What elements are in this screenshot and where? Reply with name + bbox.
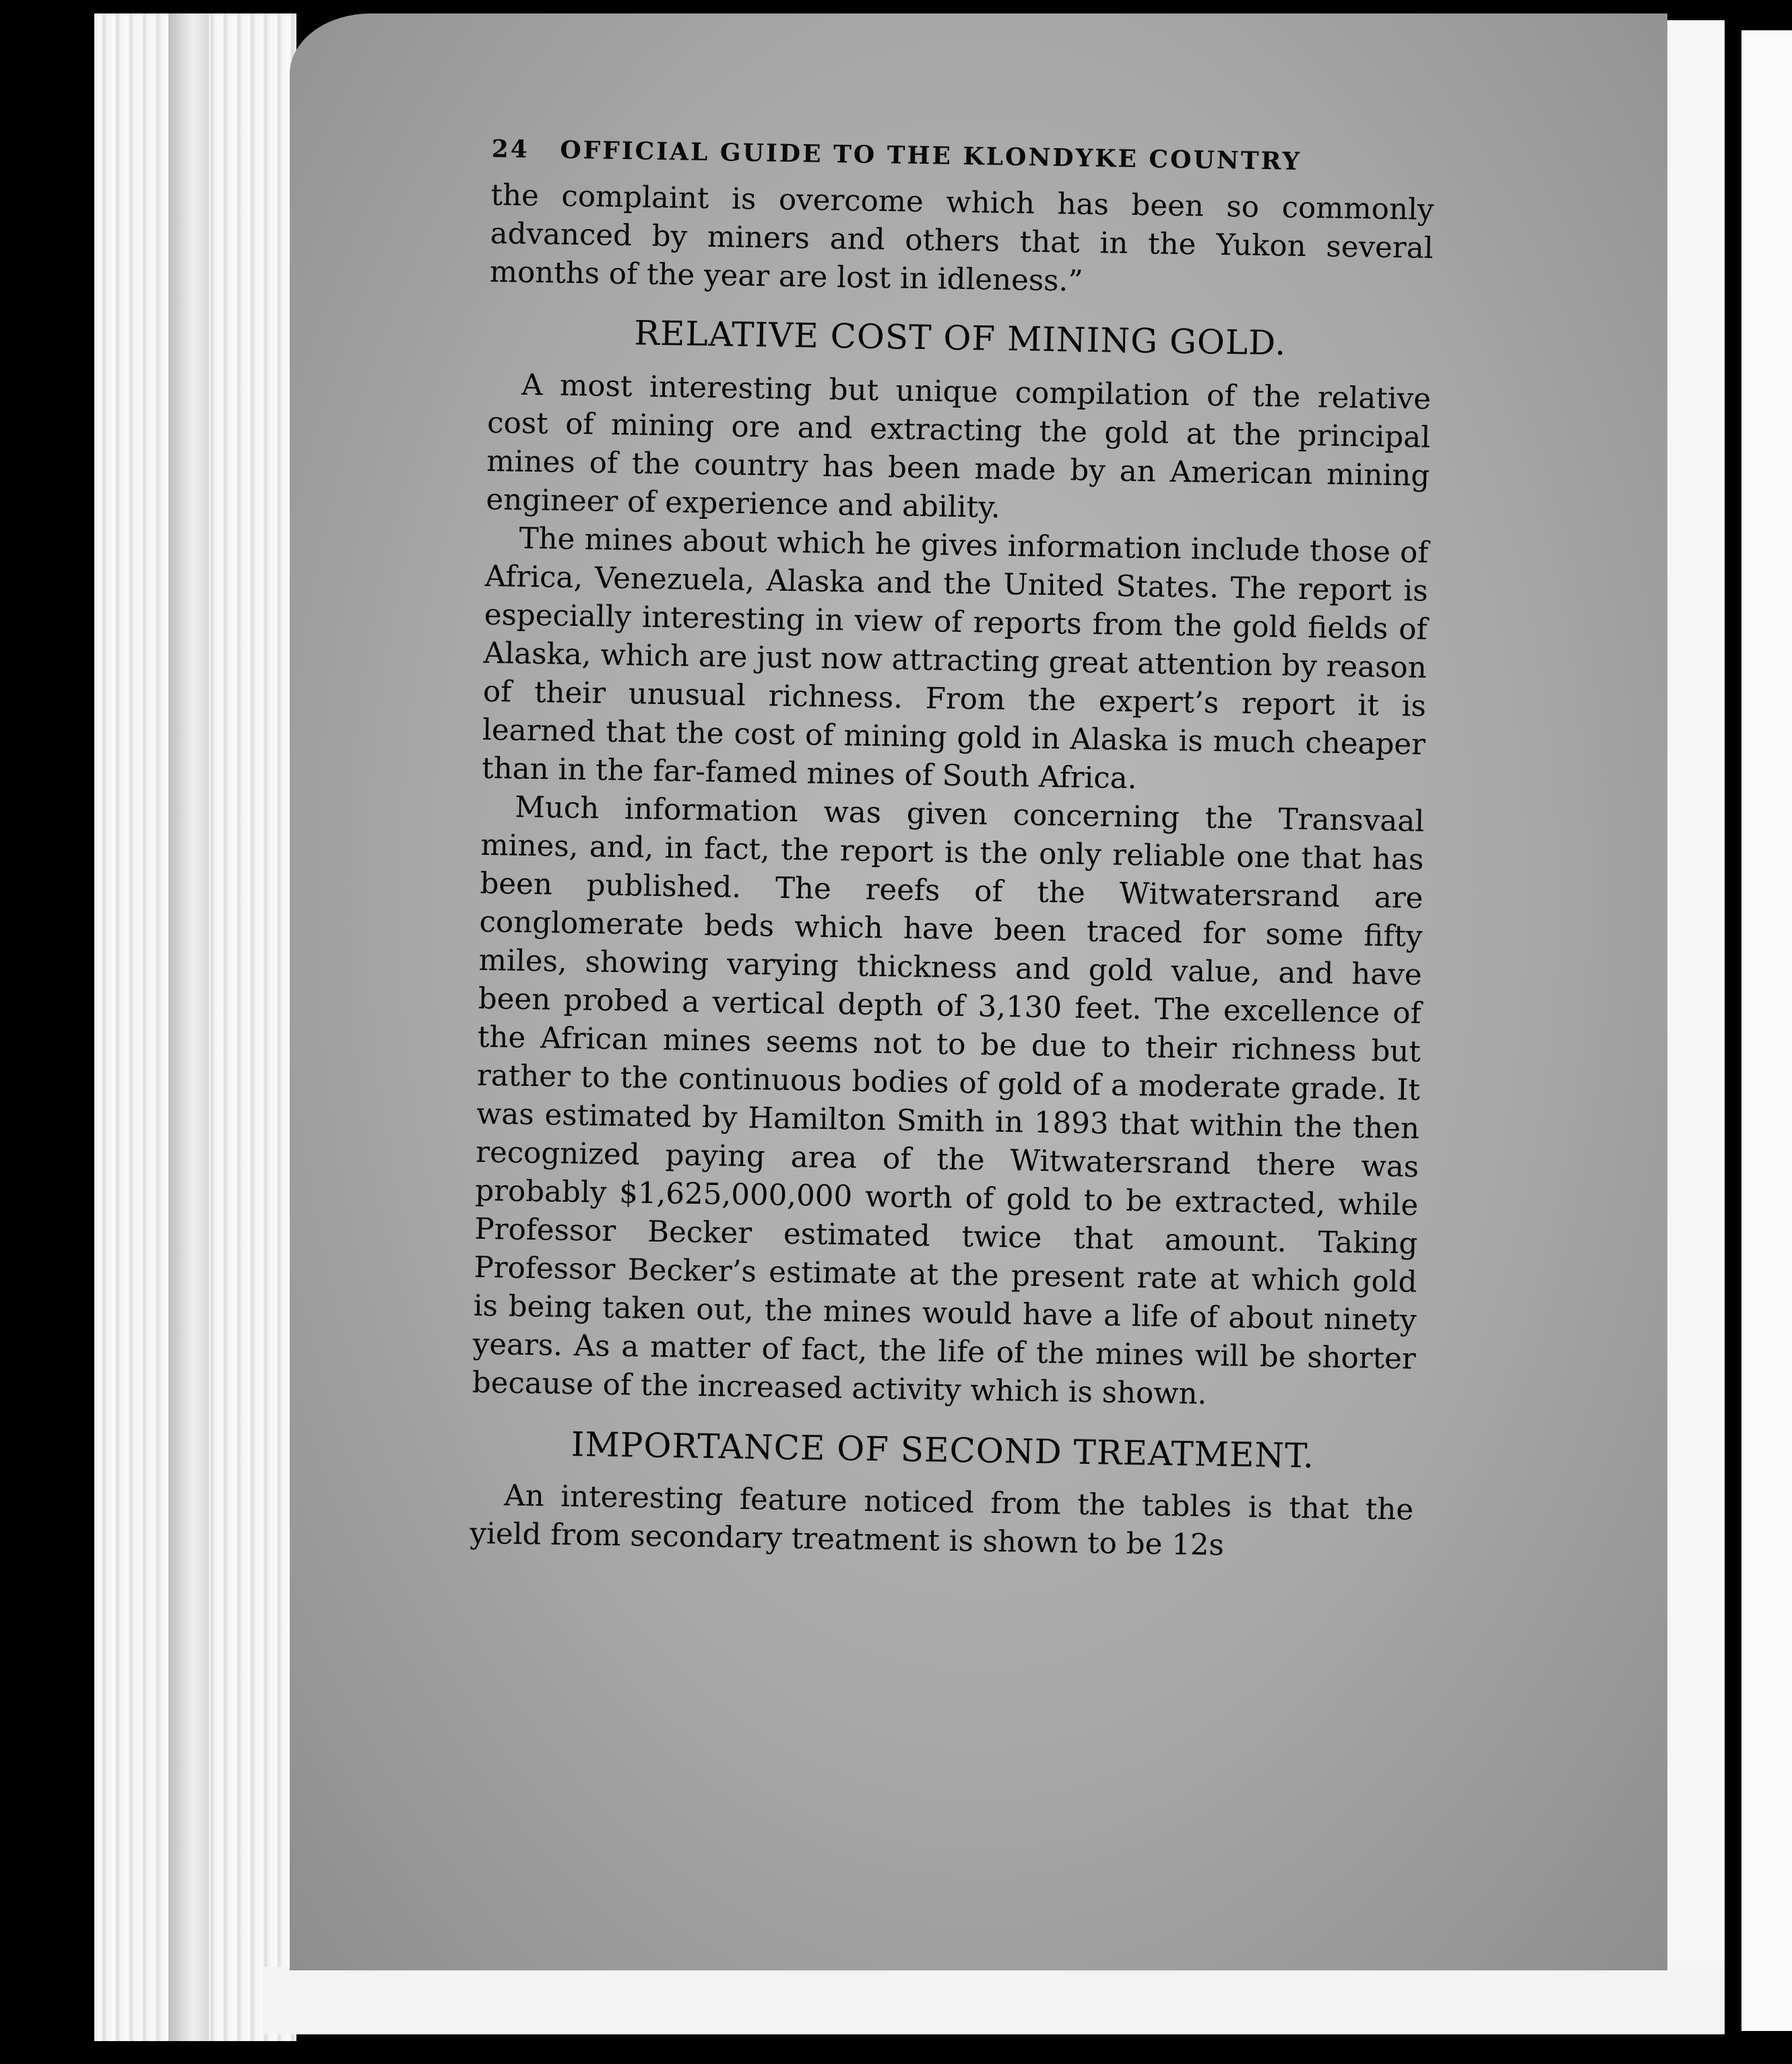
paragraph: An interesting feature noticed from the tables is that the yield from secondary treatment is shown to be 12s (469, 1479, 1414, 1563)
paragraph: Much information was given concerning the Transvaal mines, and, in fact, the report is the only reliable one that has been published. The reefs of the Witwatersrand are conglomerate beds which have been traced for some fifty miles, showing varying thickness and gold value, and have been probed a vertical depth of 3,130 feet. The excellence of the African mines seems not to be due to their richness but rather to the continuous bodies of gold of a moderate grade. It was estimated by Hamilton Smith in 1893 that within the then recognized paying area of the Witwatersrand there was probably $1,625,000,000 worth of gold to be extracted, while Professor Becker estimated twice that amount. Taking Professor Becker’s estimate at the present rate at which gold is being taken out, the mines would have a life of about ninety years. As a matter of fact, the life of the mines will be shorter because of the increased activity which is shown. (472, 790, 1425, 1411)
paragraph: The mines about which he gives information include those of Africa, Venezuela, Alaska and the United States. The report is especially interesting in view of reports from the gold fields of Alaska, which are just now attracting great attention by reason of their unusual richness. From the expert’s report it is learned that the cost of mining gold in Alaska is much cheaper than in the far-famed mines of South Africa. (481, 521, 1429, 796)
running-head (491, 135, 1434, 178)
page-stack-shadow (168, 13, 209, 2041)
running-head-title: OFFICIAL GUIDE TO THE KLONDYKE COUNTRY (559, 135, 1302, 176)
paragraph: A most interesting but unique compilation of the relative cost of mining ore and extracting the gold at the principal mines of the country has been made by an American mining engineer of experience and ability. (486, 368, 1432, 525)
page-bottom-margin (263, 1967, 1725, 2034)
next-page-edge (1741, 30, 1792, 2031)
page-content (470, 135, 1435, 1568)
section-heading-relative-cost: RELATIVE COST OF MINING GOLD. (633, 313, 1287, 363)
page-number: 24 (491, 135, 530, 164)
paragraph-continued: the complaint is overcome which has been so commonly advanced by miners and others that in the Yukon several months of the year are lost in idleness.” (489, 178, 1434, 298)
page-right-margin (1664, 20, 1725, 2034)
book-page (290, 13, 1667, 1970)
section-heading-second-treatment: IMPORTANCE OF SECOND TREATMENT. (571, 1425, 1315, 1476)
